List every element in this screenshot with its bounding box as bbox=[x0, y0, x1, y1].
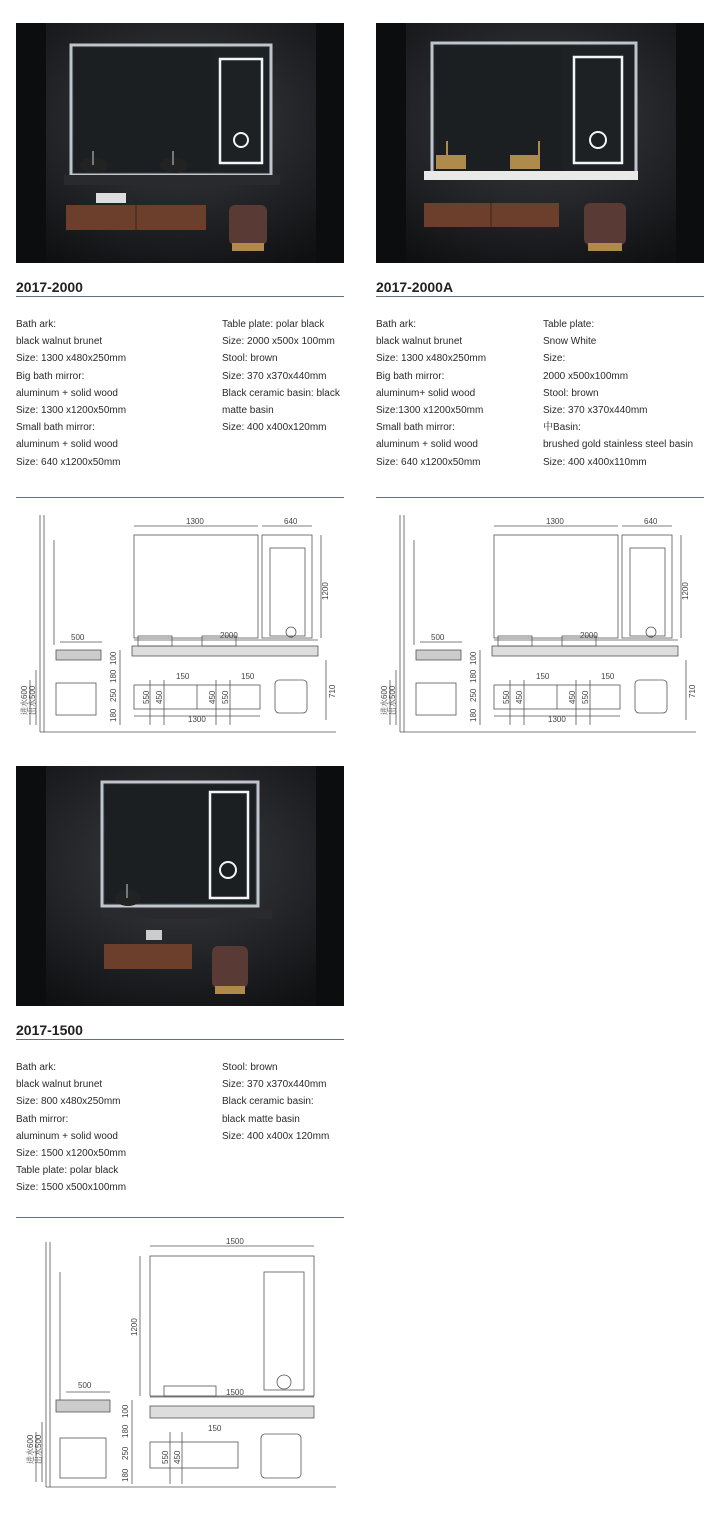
dim-150-right: 150 bbox=[241, 672, 255, 681]
dim-depth: 500 bbox=[78, 1381, 92, 1390]
dim-mirror-height: 1200 bbox=[681, 582, 690, 600]
spec-line: Size: 370 x370x440mm bbox=[222, 1079, 327, 1091]
dim-outlet: 出水500 bbox=[28, 685, 37, 715]
technical-drawing-2017-1500 bbox=[16, 1232, 344, 1494]
dim-inlet: 进水600 bbox=[380, 685, 389, 715]
spec-line: matte basin bbox=[222, 404, 274, 416]
spec-list-left bbox=[376, 316, 486, 471]
product-photo-2017-1500 bbox=[16, 766, 344, 1006]
spec-line: Size: 400 x400x 120mm bbox=[222, 1130, 330, 1142]
spec-line: aluminum + solid wood bbox=[16, 387, 118, 399]
section-rule bbox=[16, 497, 344, 498]
spec-line: Black ceramic basin: bbox=[222, 1096, 314, 1108]
dim-big-mirror-width: 1300 bbox=[186, 517, 204, 526]
dim-h100: 100 bbox=[469, 651, 478, 665]
product-photo-2017-2000A bbox=[376, 23, 704, 263]
spec-list-right bbox=[222, 316, 340, 436]
spec-line: Black ceramic basin: black bbox=[222, 387, 340, 399]
spec-line: Table plate: polar black bbox=[222, 319, 325, 330]
spec-line: Size: bbox=[543, 353, 566, 365]
dim-h180-bottom: 180 bbox=[109, 708, 118, 722]
spec-line: Stool: brown bbox=[222, 353, 278, 365]
dim-h550-right: 550 bbox=[581, 690, 590, 704]
spec-line: Stool: brown bbox=[222, 1062, 278, 1073]
spec-line: Snow White bbox=[543, 336, 597, 348]
dim-depth: 500 bbox=[431, 633, 445, 642]
spec-line: Size: 1300 x480x250mm bbox=[16, 353, 127, 365]
dim-h250: 250 bbox=[121, 1446, 130, 1460]
spec-line: Bath mirror: bbox=[16, 1113, 69, 1125]
spec-line: black walnut brunet bbox=[16, 336, 103, 348]
dim-plate-width: 2000 bbox=[580, 631, 598, 640]
dim-depth: 500 bbox=[71, 633, 85, 642]
spec-line: aluminum + solid wood bbox=[16, 439, 118, 451]
spec-line: 中Basin: bbox=[543, 422, 581, 434]
dim-inlet: 进水600 bbox=[26, 1434, 35, 1464]
dim-small-mirror-width: 640 bbox=[644, 517, 658, 526]
spec-line: Small bath mirror: bbox=[376, 422, 455, 434]
spec-list-left bbox=[16, 1059, 126, 1197]
spec-line: Size: 1300 x1200x50mm bbox=[16, 404, 127, 416]
spec-line: Table plate: bbox=[543, 319, 595, 330]
spec-line: Big bath mirror: bbox=[376, 370, 445, 382]
dim-h180-bottom: 180 bbox=[121, 1468, 130, 1482]
dim-mirror-width: 1500 bbox=[226, 1237, 244, 1246]
spec-line: Size: 370 x370x440mm bbox=[222, 370, 327, 382]
dim-150-left: 150 bbox=[176, 672, 190, 681]
section-rule bbox=[16, 1217, 344, 1218]
dim-h550-right: 550 bbox=[221, 690, 230, 704]
title-rule bbox=[376, 296, 704, 297]
spec-line: Size: 640 x1200x50mm bbox=[16, 456, 121, 468]
dim-h250: 250 bbox=[469, 688, 478, 702]
spec-line: brushed gold stainless steel basin bbox=[543, 439, 694, 451]
dim-plate-width: 1500 bbox=[226, 1388, 244, 1397]
spec-line: Size: 800 x480x250mm bbox=[16, 1096, 121, 1108]
spec-list-right bbox=[222, 1059, 329, 1145]
dim-h450-right: 450 bbox=[208, 690, 217, 704]
spec-line: black matte basin bbox=[222, 1113, 300, 1125]
spec-line: Size: 2000 x500x 100mm bbox=[222, 336, 335, 348]
dim-h710: 710 bbox=[688, 684, 697, 698]
spec-line: Size: 400 x400x120mm bbox=[222, 422, 327, 434]
dim-outlet: 出水500 bbox=[388, 685, 397, 715]
spec-line: Table plate: polar black bbox=[16, 1165, 119, 1177]
spec-line: Size: 1500 x1200x50mm bbox=[16, 1147, 127, 1159]
title-rule bbox=[16, 296, 344, 297]
dim-h180-top: 180 bbox=[109, 669, 118, 683]
dim-h550-left: 550 bbox=[142, 690, 151, 704]
spec-line: Bath ark: bbox=[16, 1062, 57, 1073]
dim-plate-width: 2000 bbox=[220, 631, 238, 640]
product-title: 2017-2000A bbox=[376, 279, 454, 295]
spec-line: black walnut brunet bbox=[376, 336, 463, 348]
spec-line: Bath ark: bbox=[376, 319, 417, 330]
dim-h180-bottom: 180 bbox=[469, 708, 478, 722]
spec-line: aluminum + solid wood bbox=[16, 1130, 118, 1142]
dim-h100: 100 bbox=[109, 651, 118, 665]
spec-line: Small bath mirror: bbox=[16, 422, 95, 434]
spec-line: Size: 1500 x500x100mm bbox=[16, 1182, 127, 1194]
dim-h710: 710 bbox=[328, 684, 337, 698]
dim-h100: 100 bbox=[121, 1404, 130, 1418]
dim-big-mirror-width: 1300 bbox=[546, 517, 564, 526]
product-title: 2017-2000 bbox=[16, 279, 83, 295]
dim-h450-right: 450 bbox=[568, 690, 577, 704]
spec-line: Size: 1300 x480x250mm bbox=[376, 353, 487, 365]
spec-line: black walnut brunet bbox=[16, 1079, 103, 1091]
spec-line: Size:1300 x1200x50mm bbox=[376, 404, 484, 416]
spec-list-left bbox=[16, 316, 126, 471]
spec-line: Size: 640 x1200x50mm bbox=[376, 456, 481, 468]
product-title: 2017-1500 bbox=[16, 1022, 83, 1038]
dim-cabinet-width: 1300 bbox=[548, 715, 566, 724]
dim-h450-left: 450 bbox=[155, 690, 164, 704]
dim-cabinet-width: 1300 bbox=[188, 715, 206, 724]
dim-h180-top: 180 bbox=[121, 1424, 130, 1438]
spec-line: Size: 370 x370x440mm bbox=[543, 404, 648, 416]
dim-mirror-height: 1200 bbox=[321, 582, 330, 600]
dim-h550-left: 550 bbox=[502, 690, 511, 704]
dim-mirror-height: 1200 bbox=[130, 1318, 139, 1336]
spec-line: aluminum + solid wood bbox=[376, 439, 478, 451]
spec-line: Size: 400 x400x110mm bbox=[543, 456, 647, 468]
spec-line: Stool: brown bbox=[543, 387, 599, 399]
spec-line: Big bath mirror: bbox=[16, 370, 85, 382]
technical-drawing-2017-2000 bbox=[16, 510, 344, 740]
dim-150: 150 bbox=[208, 1424, 222, 1433]
dim-h180-top: 180 bbox=[469, 669, 478, 683]
dim-small-mirror-width: 640 bbox=[284, 517, 298, 526]
dim-outlet: 出水500 bbox=[34, 1434, 43, 1464]
dim-150-right: 150 bbox=[601, 672, 615, 681]
technical-drawing-2017-2000A bbox=[376, 510, 704, 740]
dim-h550: 550 bbox=[161, 1450, 170, 1464]
title-rule bbox=[16, 1039, 344, 1040]
spec-line: 2000 x500x100mm bbox=[543, 370, 629, 382]
section-rule bbox=[376, 497, 704, 498]
dim-h450-left: 450 bbox=[515, 690, 524, 704]
dim-150-left: 150 bbox=[536, 672, 550, 681]
spec-list-right bbox=[543, 316, 693, 471]
dim-h250: 250 bbox=[109, 688, 118, 702]
spec-line: Bath ark: bbox=[16, 319, 57, 330]
dim-inlet: 进水600 bbox=[20, 685, 29, 715]
spec-line: aluminum+ solid wood bbox=[376, 387, 476, 399]
product-photo-2017-2000 bbox=[16, 23, 344, 263]
dim-h450: 450 bbox=[173, 1450, 182, 1464]
